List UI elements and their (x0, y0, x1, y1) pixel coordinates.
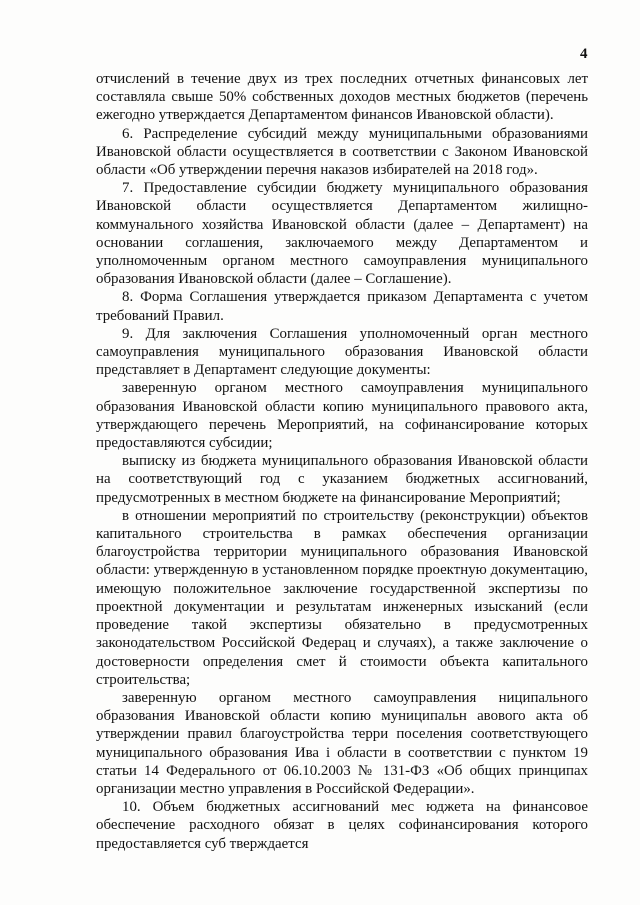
paragraph-7: 7. Предоставление субсидии бюджету муниципального образования Ивановской области осуществляется Департаментом жилищно-коммунального хозяйства Ивановской области (далее – Департамент) на основании соглашения, заключаемого между Департаментом и уполномоченным органом местного самоуправления муниципального образования Ивановской области (далее – Соглашение). (96, 180, 588, 288)
document-item-improvement-rules: заверенную органом местного самоуправления ниципального образования Ивановской области копию муниципальн авового акта об утверждении правил благоустройства терри поселения соответствующего муниципального образования Ива і области в соответствии с пунктом 19 статьи 14 Федерального от 06.10.2003 № 131-ФЗ «Об общих принципах организации местно управления в Российской Федерации». (96, 689, 588, 797)
document-item-legal-act-copy: заверенную органом местного самоуправления муниципального образования Ивановской области копию муниципального правового акта, утверждающего перечень Мероприятий, на софинансирование которых предоставляются субсидии; (96, 380, 588, 452)
paragraph-9: 9. Для заключения Соглашения уполномоченный орган местного самоуправления муниципального образования Ивановской области представляет в Департамент следующие документы: (96, 325, 588, 379)
document-item-project-documentation: в отношении мероприятий по строительству (реконструкции) объектов капитального строительства в рамках обеспечения организации благоустройства территории муниципального образования Ивановской области: утвержденную в установленном порядке проектную документацию, имеющую положительное заключение государственной экспертизы по проектной документации и результатам инженерных изысканий (если проведение такой экспертизы обязательно в предусмотренных законодательством Российской Федерац и случаях), а также заключение о достоверности определения смет й стоимости объекта капитального строительства; (96, 507, 588, 688)
document-body (96, 70, 588, 853)
paragraph-6: 6. Распределение субсидий между муниципальными образованиями Ивановской области осуществляется в соответствии с Законом Ивановской области «Об утверждении перечня наказов избирателей на 2018 год». (96, 125, 588, 179)
paragraph-10: 10. Объем бюджетных ассигнований мес юджета на финансовое обеспечение расходного обязат в целях софинансирования которого предоставляется суб тверждается (96, 799, 588, 852)
document-item-budget-extract: выписку из бюджета муниципального образования Ивановской области на соответствующий год с указанием бюджетных ассигнований, предусмотренных в местном бюджете на финансирование Мероприятий; (96, 453, 588, 506)
page-number: 4 (580, 46, 588, 62)
paragraph-8: 8. Форма Соглашения утверждается приказом Департамента с учетом требований Правил. (96, 289, 588, 324)
paragraph-continuation: отчислений в течение двух из трех последних отчетных финансовых лет составляла свыше 50% собственных доходов местных бюджетов (перечень ежегодно утверждается Департаментом финансов Ивановской области). (96, 71, 588, 124)
